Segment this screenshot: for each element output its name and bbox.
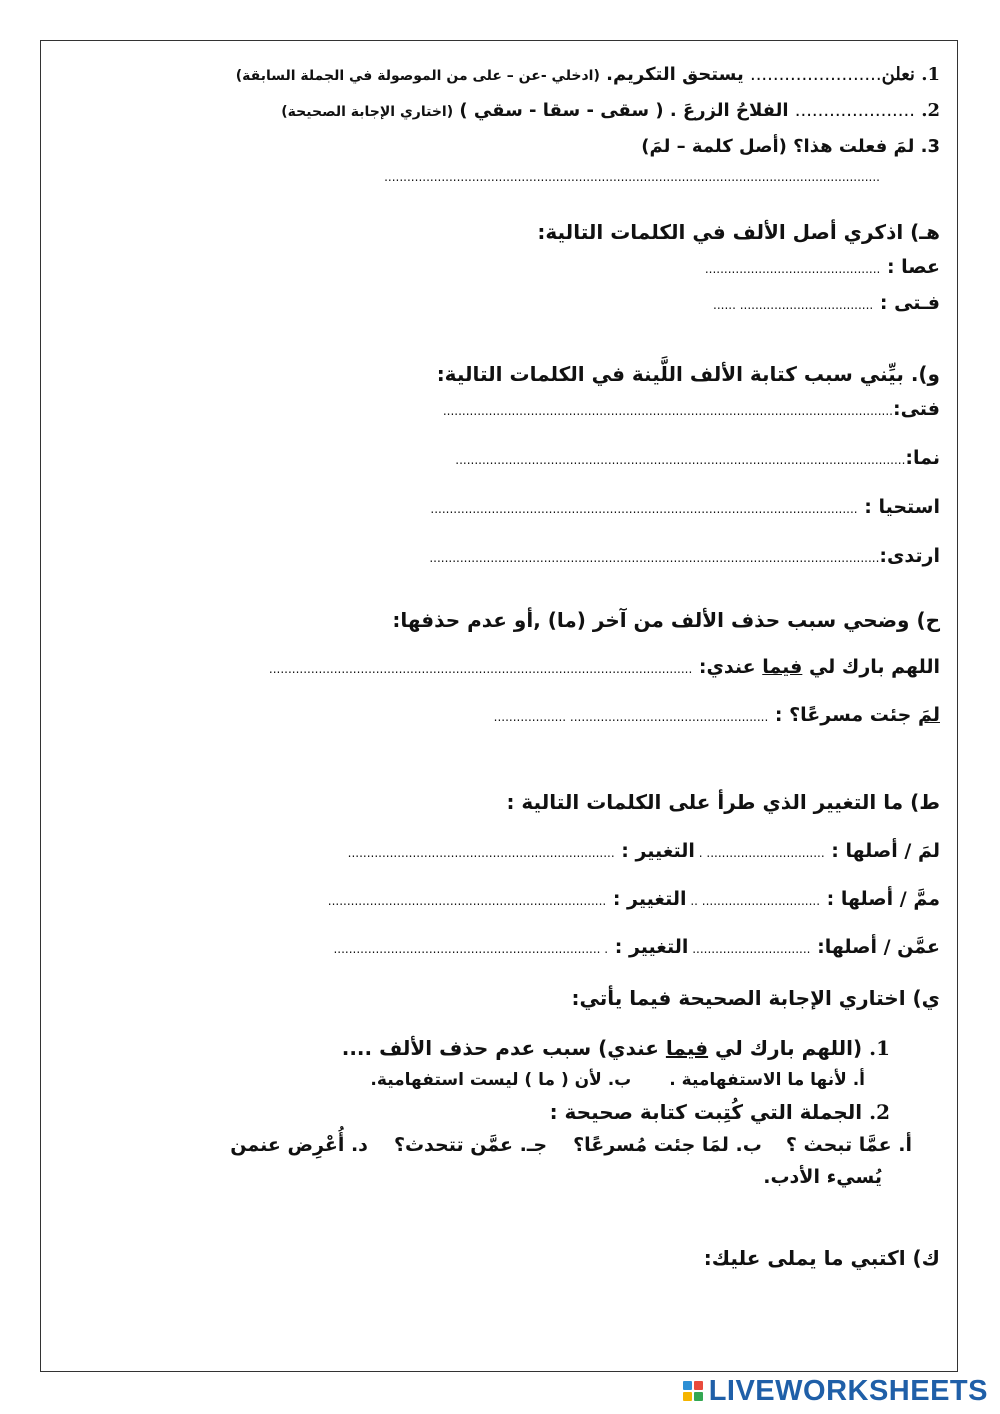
section-y-q2-option-d-cont: يُسيء الأدب.	[763, 1166, 882, 1188]
section-y-q1	[342, 1036, 890, 1060]
question-1	[236, 64, 940, 86]
logo-square-yellow	[683, 1392, 692, 1401]
section-w-title: و). بيِّني سبب كتابة الألف اللَّينة في الكلمات التالية:	[436, 362, 940, 386]
section-y-q1-num: 1.	[869, 1036, 890, 1060]
section-t-origin-blank[interactable]: ............................... ..	[686, 894, 821, 908]
q2-text: الفلاحُ الزرعَ . ( سقى - سقا - سقي )	[453, 100, 795, 121]
section-h-item-2	[713, 292, 940, 315]
section-k-title: ك) اكتبي ما يملى عليك:	[703, 1246, 940, 1270]
section-w-word: فتى:	[892, 398, 940, 420]
section-w-answer-blank[interactable]: ......................................................................................................................	[442, 404, 893, 418]
liveworksheets-logo	[683, 1374, 988, 1408]
section-h-title: هـ) اذكري أصل الألف في الكلمات التالية:	[537, 220, 940, 244]
q2-answer-blank[interactable]: .....................	[794, 100, 915, 121]
section-ha-title: ح) وضحي سبب حذف الألف من آخر (ما) ,أو عدم حذفها:	[392, 608, 940, 632]
section-t-word: لمَ / أصلها :	[824, 840, 940, 862]
section-w-word: ارتدى:	[879, 545, 940, 567]
question-3: 3. لمَ فعلت هذا؟ (أصل كلمة – لمَ)	[641, 136, 940, 157]
section-w-item-3	[430, 496, 940, 519]
section-t-change-blank[interactable]: .........................................................................	[327, 894, 607, 908]
section-ha-answer-blank[interactable]: .................................................... ...................	[493, 710, 769, 724]
section-y-q1-options	[370, 1070, 865, 1090]
q2-lead: 2.	[914, 100, 940, 121]
logo-square-red	[694, 1381, 703, 1390]
section-y-q2-option-b[interactable]: ب. لمَا جئت مُسرعًا؟	[573, 1134, 762, 1156]
section-y-q2-option-d[interactable]: د. أُعْرِض عنمن	[230, 1134, 368, 1156]
section-y-q1-option-b[interactable]: ب. لأن ( ما ) ليست استفهامية.	[370, 1070, 632, 1090]
section-y-q2	[550, 1100, 890, 1124]
section-t-word: عمَّن / أصلها:	[810, 936, 940, 958]
section-ha-item-1	[269, 656, 940, 679]
section-ha-item2-underlined: لمَ	[917, 704, 940, 726]
section-ha-item1-underlined: فيما	[762, 656, 803, 678]
section-t-change-blank[interactable]: ......................................................................	[347, 846, 615, 860]
section-w-item-4	[429, 545, 940, 568]
section-t-row-3	[333, 936, 940, 959]
section-y-q2-option-c[interactable]: جـ. عمَّن تتحدث؟	[393, 1134, 548, 1156]
section-h-word: عصا :	[880, 256, 940, 278]
section-y-q2-options	[230, 1134, 912, 1157]
section-h-word: فـتى :	[873, 292, 940, 314]
section-y-title: ي) اختاري الإجابة الصحيحة فيما يأتي:	[571, 986, 940, 1010]
section-y-q2-num: 2.	[869, 1100, 890, 1124]
section-t-change-label: التغيير :	[614, 840, 695, 862]
section-y-q1-option-a[interactable]: أ. لأنها ما الاستفهامية .	[669, 1070, 865, 1090]
section-t-title: ط) ما التغيير الذي طرأ على الكلمات التالية :	[506, 790, 940, 814]
section-h-item-1	[705, 256, 940, 279]
section-y-q1-underlined: فيما	[665, 1036, 709, 1060]
q2-hint: (اختاري الإجابة الصحيحة)	[281, 104, 454, 120]
section-w-item-1	[443, 398, 940, 421]
liveworksheets-logo-icon	[683, 1381, 703, 1401]
q1-hint: (ادخلي -عن – على من الموصولة في الجملة السابقة)	[235, 68, 600, 84]
section-h-answer-blank[interactable]: ..............................................	[704, 262, 881, 276]
section-h-answer-blank[interactable]: ................................... ......	[713, 298, 874, 312]
q3-answer-blank[interactable]: ..................................................................................................................................	[384, 170, 880, 184]
section-y-q2-option-a[interactable]: أ. عمَّا تبحث ؟	[785, 1134, 912, 1156]
section-ha-item1-pre: اللهم بارك لي	[802, 656, 940, 678]
q1-lead: 1. نعلن	[881, 64, 940, 85]
section-ha-item-2	[494, 704, 940, 727]
q1-text: يستحق التكريم.	[599, 64, 750, 85]
question-2	[281, 100, 940, 122]
section-y-q2-text: الجملة التي كُتِبت كتابة صحيحة :	[549, 1100, 870, 1124]
section-t-row-1	[348, 840, 940, 863]
section-w-answer-blank[interactable]: ......................................................................................................................	[429, 551, 880, 565]
section-t-row-2	[328, 888, 940, 911]
section-ha-item1-post: عندي:	[692, 656, 763, 678]
logo-square-green	[694, 1392, 703, 1401]
section-ha-item2-post: جئت مسرعًا؟ :	[768, 704, 918, 726]
section-y-q1-post: عندي) سبب عدم حذف الألف ....	[341, 1036, 666, 1060]
liveworksheets-brand: LIVEWORKSHEETS	[708, 1374, 988, 1407]
section-t-word: ممَّ / أصلها :	[820, 888, 940, 910]
section-w-word: نما:	[905, 447, 940, 469]
logo-square-blue	[683, 1381, 692, 1390]
section-t-change-label: التغيير :	[608, 936, 689, 958]
section-t-change-blank[interactable]: . ......................................................................	[333, 942, 609, 956]
section-t-origin-blank[interactable]: ...............................	[688, 942, 811, 956]
q1-answer-blank[interactable]: .......................	[749, 64, 882, 85]
section-w-answer-blank[interactable]: ................................................................................................................	[430, 502, 858, 516]
section-w-word: استحيا :	[857, 496, 940, 518]
section-w-item-2	[455, 447, 940, 470]
section-t-origin-blank[interactable]: ............................... .	[694, 846, 825, 860]
section-t-change-label: التغيير :	[606, 888, 687, 910]
section-y-q1-pre: (اللهم بارك لي	[708, 1036, 870, 1060]
section-ha-answer-blank[interactable]: ...............................................................................................................	[268, 662, 693, 676]
section-w-answer-blank[interactable]: ......................................................................................................................	[455, 453, 906, 467]
